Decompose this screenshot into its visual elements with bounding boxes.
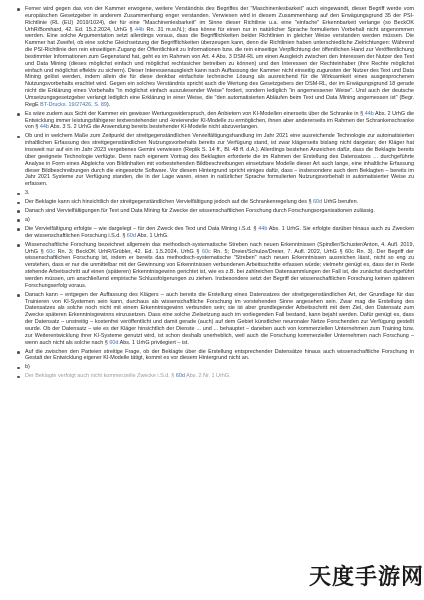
- paragraph-text: Ferner wird gegen das von der Kammer erwogene, weitere Verständnis des Begriffes der "Maschinenlesbarkeit" auch eingewandt, dieser Begriff werde vom europäischen Gesetzgeber in anderem Zusammenhang enger verstanden. Verwiesen wird in diesem Zusammenhang auf den Erwägungsgrund 35 der PSI-Richtlinie (RL (EU) 2019/1024), der für eine "Maschinenlesbarkeit" im Sinne dieser Richtlinie u.a. eine "einfache" Erkennbarkeit verlange (so BeckOK UrhR/Bomhard, 42. Ed. 15.2.2024, UrhG §: [25, 6, 414, 33]
- paragraph-text: ).: [106, 101, 111, 108]
- law-reference-link[interactable]: 60c: [46, 248, 56, 255]
- paragraph-text: Die Vervielfältigung erfolgte – wie dargelegt – für den Zweck des Text und Data Mining i.S.d. §: [25, 225, 259, 232]
- paragraph-text: Abs. 1 UrhG. Sie erfolgte darüber hinaus auch zu Zwecken der wissenschaftlichen Forschung i.S.d. §: [25, 225, 414, 239]
- paragraph-text: UrhG berufen.: [322, 199, 359, 206]
- paragraph-text: Abs. 2 UrhG die Entwicklung immer leistungsfähigerer textverstehender und -kreierender KI-Modelle zu ermöglichen, ihnen aber andererseits im Rahmen der Schrankenschranke von §: [25, 110, 414, 131]
- paragraph-item: [16, 111, 414, 132]
- law-reference-link[interactable]: 60d: [175, 373, 185, 380]
- watermark-text: 天度手游网: [309, 564, 424, 590]
- law-reference-link[interactable]: 44b: [364, 110, 374, 117]
- paragraph-text: a): [25, 217, 30, 224]
- paragraph-text: Abs. 1 UrhG privilegiert – ist.: [118, 339, 189, 346]
- paragraph-text: Auf die zwischen den Parteien streitige Frage, ob der Beklagte über die Erstellung entsprechender Datensätze hinaus auch wissenschaftliche Forschung in Gestalt der Entwicklung eigener KI-Modelle tätigt, kommt es vor diesem Hintergrund nicht an.: [25, 348, 414, 362]
- paragraph-text: Wissenschaftliche Forschung bezeichnet allgemein das methodisch-systematische Streben nach neuen Erkenntnissen (Spindler/Schuster/Anton, 4. Aufl. 2019, UrhG §: [25, 241, 414, 255]
- watermark: [306, 556, 424, 594]
- paragraph-text: Rn. 31 m.w.N.); dies könne für einen nur in natürlicher Sprache formulierten Vorbehalt nicht angenommen werden. Eine solche Argumentation setzt allerdings voraus, dass die Begrifflichkeiten beider Richtlinien in gleicher Weise verstanden werden müssen. Die Kammer hat Zweifel, ob eine solche Gleichsetzung der Begrifflichkeiten überzeugen kann, denn die Richtlinien haben unterschiedliche Zielrichtungen: Während die PSI-Richtlinie den rein einseitigen Zugang der Öffentlichkeit zu Informationen bzw. die rein einseitige Verpflichtung der öffentlichen Hand zur Veröffentlichung bestimmter Informationen zum Gegenstand hat, geht es im Rahmen von Art. 4 Abs. 3 DSM-RL um einen Ausgleich zwischen den Interessen der Nutzer des Text und Data Mining (dieses möglichst einfach und möglichst rechtssicher betreiben zu können) und den Interessen der Rechteinhaber (ihre Rechte möglichst einfach und möglichst effektiv zu sichern). Dieser Interessenausgleich kann nach Auffassung der Kammer nicht einseitig zugunsten der Nutzer des Text und Data Mining gelöst werden, indem allein die für diese denkbar einfachste technische Lösung als ausreichend für die Wirksamkeit eines ausgesprochenen Nutzungsvorbehalts erachtet wird. Gegen ein solches Verständnis spricht auch die Wertung des Gesetzgebers der DSM-RL, der im Erwägungsgrund 18 gerade nicht die Erklärung eines Vorbehalts "in möglichst einfach auszulesender Weise" fordert, sondern lediglich "in angemessener Weise". Und auch der deutsche Umsetzungsgesetzgeber verlangt lediglich eine Erklärung in einer Weise, die "den automatisierten Abläufen beim Text und Data Mining angemessen ist" (Begr. RegE: [25, 26, 415, 108]
- law-reference-link[interactable]: 44b: [258, 225, 268, 232]
- paragraph-text: Es wäre zudem aus Sicht der Kammer ein gewisser Wertungswiderspruch, den Anbietern von KI-Modellen einerseits über die Schranke in §: [25, 110, 365, 117]
- paragraph-item: [16, 199, 414, 206]
- paragraph-item: [16, 364, 414, 371]
- paragraph-text: Rn. 3; BeckOK UrhR/Grübler, 42. Ed. 1.5.2024, UrhG §: [55, 248, 202, 255]
- paragraph-item: [16, 133, 414, 188]
- law-reference-link[interactable]: BT-Drucks. 19/27426, S. 89: [40, 101, 107, 108]
- paragraph-item: [16, 6, 414, 109]
- paragraph-item: [16, 217, 414, 224]
- paragraph-item: [16, 208, 414, 215]
- paragraph-item: [16, 373, 414, 380]
- law-reference-link[interactable]: 60d: [126, 232, 136, 239]
- law-reference-link[interactable]: 44b: [39, 124, 49, 131]
- paragraph-text: Abs. 3 S. 2 UrhG die Anwendung bereits bestehender KI-Modelle nicht abzuverlangen.: [48, 124, 259, 131]
- paragraph-text: Rn. 5; Dreier/Schulze/Dreier, 7. Aufl. 2022, UrhG § 60c Rn. 3). Der Begriff der wissenschaftlichen Forschung ist, indem er bereits das methodisch-systematische "Streben" nach neuen Erkenntnissen ausreichen lässt, nicht so eng zu verstehen, dass er nur die unmittelbar mit der Gewinnung von Erkenntnissen verbundenen Arbeitsschritte erfassen würde; vielmehr genügt es, dass der in Rede stehende Arbeitsschritt auf einen (späteren) Erkenntnisgewinn gerichtet ist, wie es z.B. bei zahlreichen Datensammlungen der Fall ist, die zunächst durchgeführt werden müssen, um anschließend empirische Schlussfolgerungen zu ziehen. Insbesondere setzt der Begriff der wissenschaftlichen Forschung keinen späteren Forschungserfolg voraus.: [25, 248, 414, 289]
- law-reference-link[interactable]: 60d: [109, 339, 119, 346]
- paragraph-text: Der Beklagte kann sich hinsichtlich der streitgegenständlichen Vervielfältigung jedoch auf die Schrankenregelung des §: [25, 199, 314, 206]
- paragraph-text: Der Beklagte verfolgt auch nicht kommerzielle Zwecke i.S.d. §: [25, 373, 176, 380]
- paragraph-item: [16, 242, 414, 290]
- law-reference-link[interactable]: 60d: [313, 199, 323, 206]
- paragraph-text: 3.: [25, 190, 30, 197]
- paragraph-text: b): [25, 364, 30, 371]
- paragraph-item: [16, 349, 414, 363]
- law-reference-link[interactable]: 60c: [201, 248, 211, 255]
- paragraph-text: Danach kann – entgegen der Auffassung des Klägers – auch bereits die Erstellung eines Datensatzes der streitgegenständlichen Art, der Grundlage für das Trainieren von KI-Systemen sein kann, durchaus als wissenschaftliche Forschung im vorstehenden Sinne angesehen sein. Zwar mag die Erstellung des Datensatzes als solche noch nicht mit einem Erkenntnisgewinn verbunden sein; sie ist aber grundlegender Arbeitsschritt mit dem Ziel, den Datensatz zum Zwecke späteren Erkenntnisgewinns einzusetzen. Dass eine solche Zielsetzung auch im vorliegenden Fall bestand, kann bejaht werden. Dafür genügt es, dass der Datensatz – unstreitig – kostenfrei veröffentlicht und damit gerade (auch) auf dem Gebiet künstlicher neuronaler Netze Forschenden zur Verfügung gestellt wurde. Ob der Datensatz – wie es der Kläger hinsichtlich der Dienste ... und ... behauptet – daneben auch von kommerziellen Unternehmen zum Training bzw. zur Weiterentwicklung ihrer KI-Systeme genutzt wird, ist schon deshalb unerheblich, weil auch die Forschung kommerzieller Unternehmen nach Forschung – wenn auch nicht als solche nach §: [25, 291, 414, 346]
- paragraph-text: Danach sind Vervielfältigungen für Text und Data Mining für Zwecke der wissenschaftlichen Forschung durch Forschungsorganisationen zulässig.: [25, 208, 375, 215]
- paragraph-item: [16, 190, 414, 197]
- paragraph-item: [16, 292, 414, 347]
- paragraph-text: Abs. 2 Nr. 1 UrhG.: [184, 373, 231, 380]
- paragraph-text: Ob und in welchem Maße zum Zeitpunkt der streitgegenständlichen Vervielfältigungshandlung im Jahr 2021 eine ausreichende Technologie zur automatisierten inhaltlichen Erfassung des streitgegenständlichen Nutzungsvorbehalts bereits zur Verfügung stand, ist zwar klägerseits bislang nicht dargetan; der Kläger hat insoweit nur auf ein im Jahr 2023 vergebenes Gemini verwiesen (Replik S. 14 ff., Bl. 48 ff. d.A.). Allerdings bestehen Anzeichen dafür, dass die Beklagte bereits über geeignete Technologie verfügte. Denn nach eigenem Vortrag des Beklagten erforderte die im Rahmen der Erstellung des Datensatzes … durchgeführte Analyse in Form eines Abgleichs von Bildinhalten mit vorbestehenden Bildbeschreibungen einsetzbare Modelle dieser Art auch lange, eine inhaltliche Erfassung dieser Bildbeschreibungen durch die eingesetzte Software. Vor diesem Hintergrund spricht einiges dafür, dass – insbesondere auch dem Beklagten – bereits im Jahr 2021 Systeme zur Verfügung standen, die in der Lage waren, einen in natürlicher Sprache formulierten Nutzungsvorbehalt in automatisierter Weise zu erfassen.: [25, 133, 414, 188]
- paragraph-item: [16, 226, 414, 240]
- paragraph-text: Abs. 1 UrhG.: [135, 232, 169, 239]
- law-reference-link[interactable]: 44b: [134, 26, 145, 33]
